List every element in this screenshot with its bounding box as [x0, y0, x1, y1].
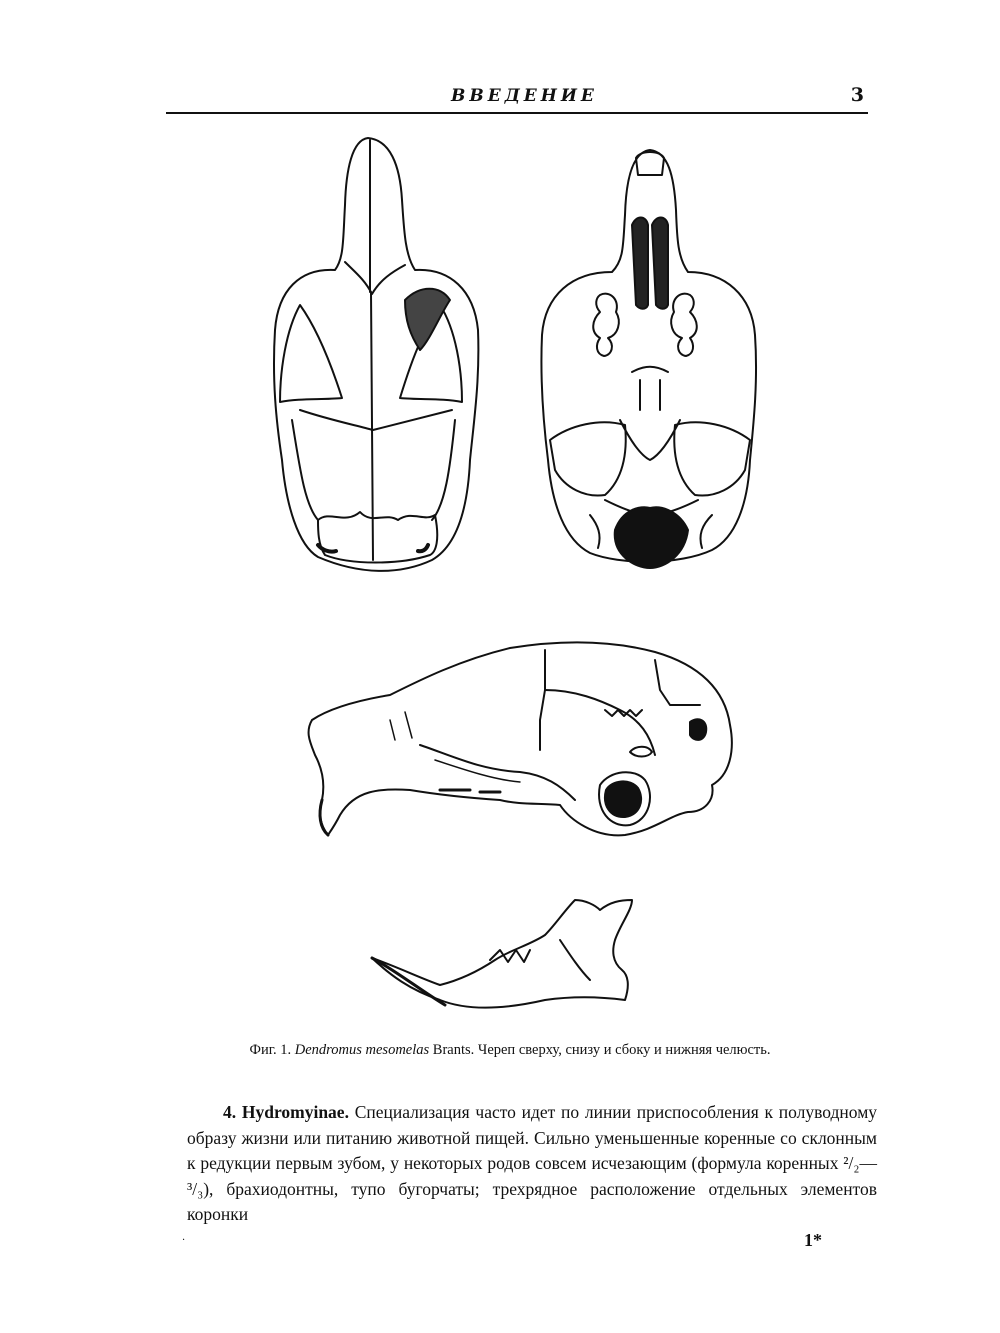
molar-formula: ²/₂—³/₃ — [187, 1153, 877, 1199]
margin-dot: · — [182, 1235, 186, 1246]
figure-caption — [230, 1040, 790, 1060]
section-title: Hydromyinae. — [241, 1102, 349, 1122]
figure-author: Brants. — [432, 1042, 475, 1058]
signature-mark: 1* — [804, 1230, 822, 1250]
paragraph-text-2: ), брахиодонтны, тупо бугорчаты; трехрядное расположение отдельных элементов коронки — [187, 1178, 877, 1224]
skull-ventral-view — [541, 150, 756, 568]
skull-lateral-view — [309, 642, 732, 835]
paragraph-text-1: Специализация часто идет по линии приспособления к полуводному образу жизни или питанию животной пищей. Сильно уменьшенные коренные со склонным к редукции первым зубом, у некоторых родов совсем исчезающим (формула коренных — [187, 1102, 878, 1173]
figure-caption-text: Череп сверху, снизу и сбоку и нижняя челюсть. — [477, 1042, 771, 1058]
figure-species: Dendromus mesomelas — [294, 1042, 430, 1058]
running-title: ВВЕДЕНИЕ — [451, 86, 598, 106]
body-paragraph — [187, 1100, 877, 1228]
section-number: 4. — [223, 1102, 237, 1122]
figure-label: Фиг. 1. — [249, 1042, 292, 1058]
skull-dorsal-view — [274, 138, 478, 571]
lower-jaw — [372, 900, 632, 1008]
page-number: 3 — [850, 84, 864, 106]
